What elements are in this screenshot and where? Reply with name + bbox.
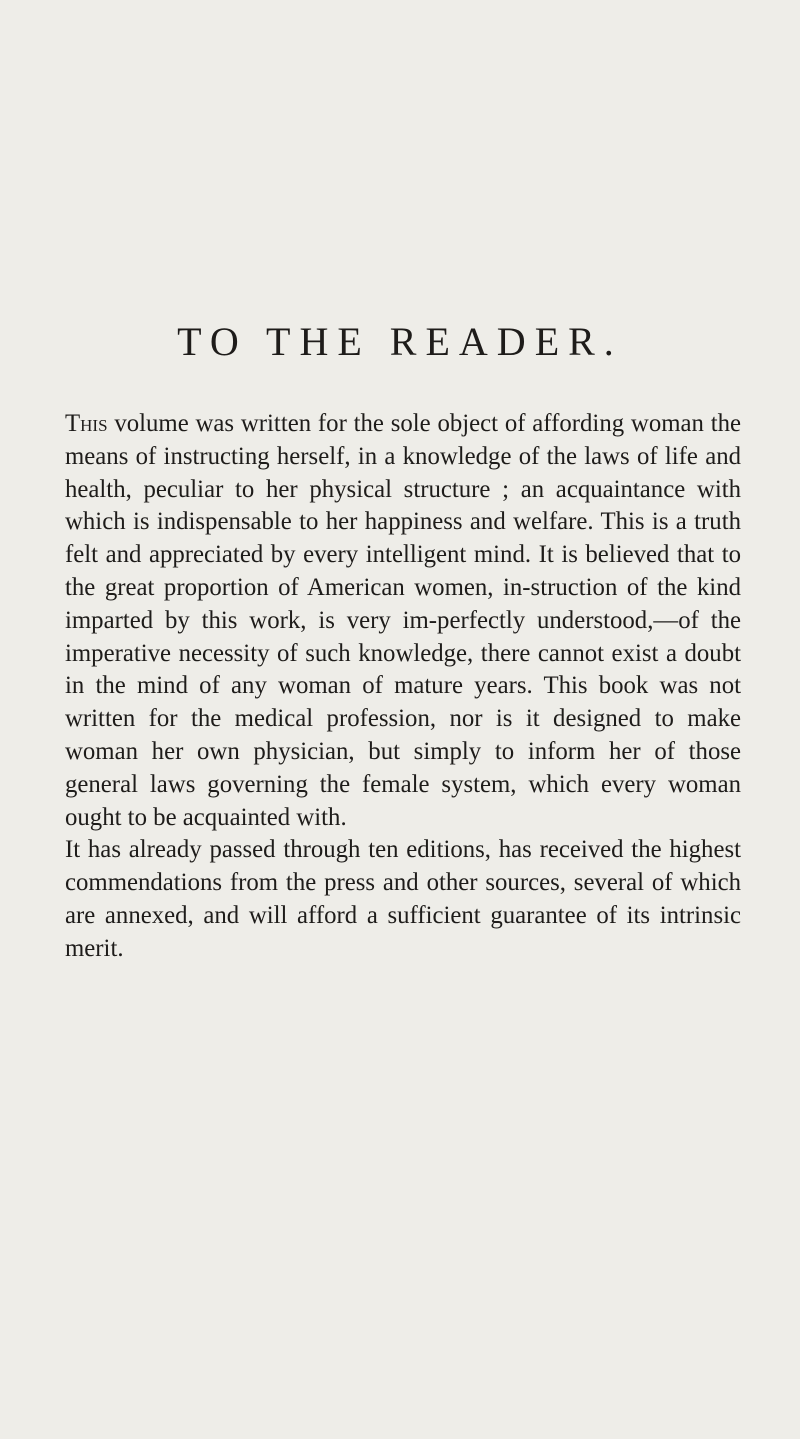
paragraph-1-text: volume was written for the sole object of affording woman the means of instructing herself, in a knowledge of the laws of life and health, peculiar to her physical structure ; an acquaintance with which is indispensable to her happiness and welfare. This is a truth felt and appreciated by every intelligent mind. It is believed that to the great proportion of American women, in-struction of the kind imparted by this work, is very im-perfectly understood,—of the imperative necessity of such knowledge, there cannot exist a doubt in the mind of any woman of mature years. This book was not written for the medical profession, nor is it designed to make woman her own physician, but simply to inform her of those general laws governing the female system, which every woman ought to be acquainted with.	[65, 410, 741, 831]
paragraph-1	[65, 408, 741, 834]
page-title: TO THE READER.	[177, 319, 623, 364]
paragraph-2: It has already passed through ten editions, has received the highest commendations from the press and other sources, several of which are annexed, and will afford a sufficient guarantee of its intrinsic merit.	[65, 836, 741, 962]
paragraph-1-lead: This	[65, 410, 108, 437]
preface-body	[65, 408, 741, 966]
